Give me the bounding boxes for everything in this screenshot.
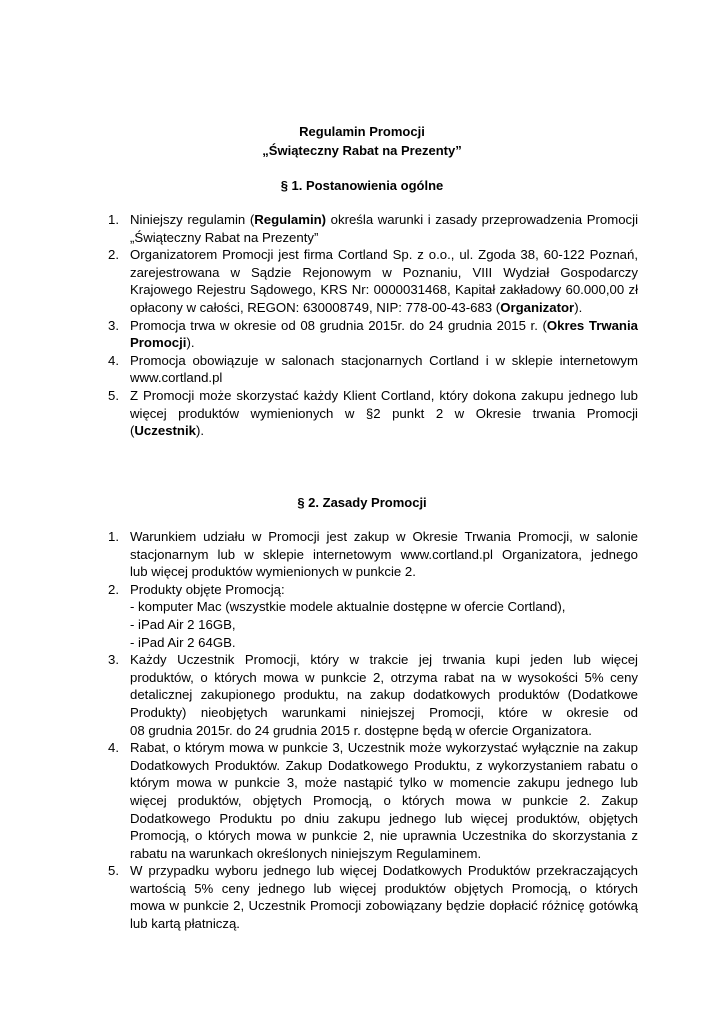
list-item: 5. Z Promocji może skorzystać każdy Klient Cortland, który dokona zakupu jednego lub więcej produktów wymienionych w §2 punkt 2 w Okresie trwania Promocji (Uczestnik). [108, 387, 638, 439]
section-1-list [108, 211, 638, 440]
list-item: 5. W przypadku wyboru jednego lub więcej Dodatkowych Produktów przekraczających wartością 5% ceny jednego lub więcej produktów objętych Promocją, o których mowa w punkcie 2, Uczestnik Promocji zobowiązany będzie dopłacić różnicę gotówką lub kartą płatniczą. [108, 863, 638, 932]
document-subtitle: „Świąteczny Rabat na Prezenty” [262, 143, 462, 158]
section-1-heading: § 1. Postanowienia ogólne [280, 178, 444, 193]
list-item: 4. Promocja obowiązuje w salonach stacjonarnych Cortland i w sklepie internetowym www.cortland.pl [108, 352, 638, 386]
section-2-list [108, 528, 638, 933]
list-item: 3. Każdy Uczestnik Promocji, który w trakcie jej trwania kupi jeden lub więcej produktów, o których mowa w punkcie 2, otrzyma rabat na w wysokości 5% ceny detalicznej zakupionego produktu, na zakup dodatkowych produktów (Dodatkowe Produkty) nieobjętych warunkami niniejszej Promocji, które w okresie od 08 grudnia 2015r. do 24 grudnia 2015 r. dostępne będą w ofercie Organizatora. [108, 652, 638, 738]
list-item: 1. Niniejszy regulamin (Regulamin) określa warunki i zasady przeprowadzenia Promocji „Świąteczny Rabat na Prezenty” [108, 212, 638, 245]
list-item: 2. Produkty objęte Promocją: - komputer Mac (wszystkie modele aktualnie dostępne w ofercie Cortland), - iPad Air 2 16GB, - iPad Air 2 64GB. [108, 581, 566, 650]
list-item: 3. Promocja trwa w okresie od 08 grudnia 2015r. do 24 grudnia 2015 r. (Okres Trwania Promocji). [108, 317, 638, 351]
document-title: Regulamin Promocji [299, 124, 425, 139]
list-item: 2. Organizatorem Promocji jest firma Cortland Sp. z o.o., ul. Zgoda 38, 60-122 Poznań, zarejestrowana w Sądzie Rejonowym w Poznaniu, VIII Wydział Gospodarczy Krajowego Rejestru Sądowego, KRS Nr: 0000031468, Kapitał zakładowy 60.000,00 zł opłacony w całości, REGON: 630008749, NIP: 778-00-43-683 (Organizator). [108, 247, 638, 315]
section-2-heading: § 2. Zasady Promocji [297, 495, 427, 510]
list-item: 4. Rabat, o którym mowa w punkcie 3, Uczestnik może wykorzystać wyłącznie na zakup Dodatkowych Produktów. Zakup Dodatkowego Produktu, z wykorzystaniem rabatu o którym mowa w punkcie 3, może nastąpić tylko w momencie zakupu jednego lub więcej produktów, objętych Promocją, o których mowa w punkcie 2. Zakup Dodatkowego Produktu po dniu zakupu jednego lub więcej produktów, objętych Promocją, o których mowa w punkcie 2, nie uprawnia Uczestnika do skorzystania z rabatu na warunkach określonych niniejszym Regulaminem. [108, 740, 638, 861]
list-item: 1. Warunkiem udziału w Promocji jest zakup w Okresie Trwania Promocji, w salonie stacjonarnym lub w sklepie internetowym www.cortland.pl Organizatora, jednego lub więcej produktów wymienionych w punkcie 2. [108, 529, 638, 580]
